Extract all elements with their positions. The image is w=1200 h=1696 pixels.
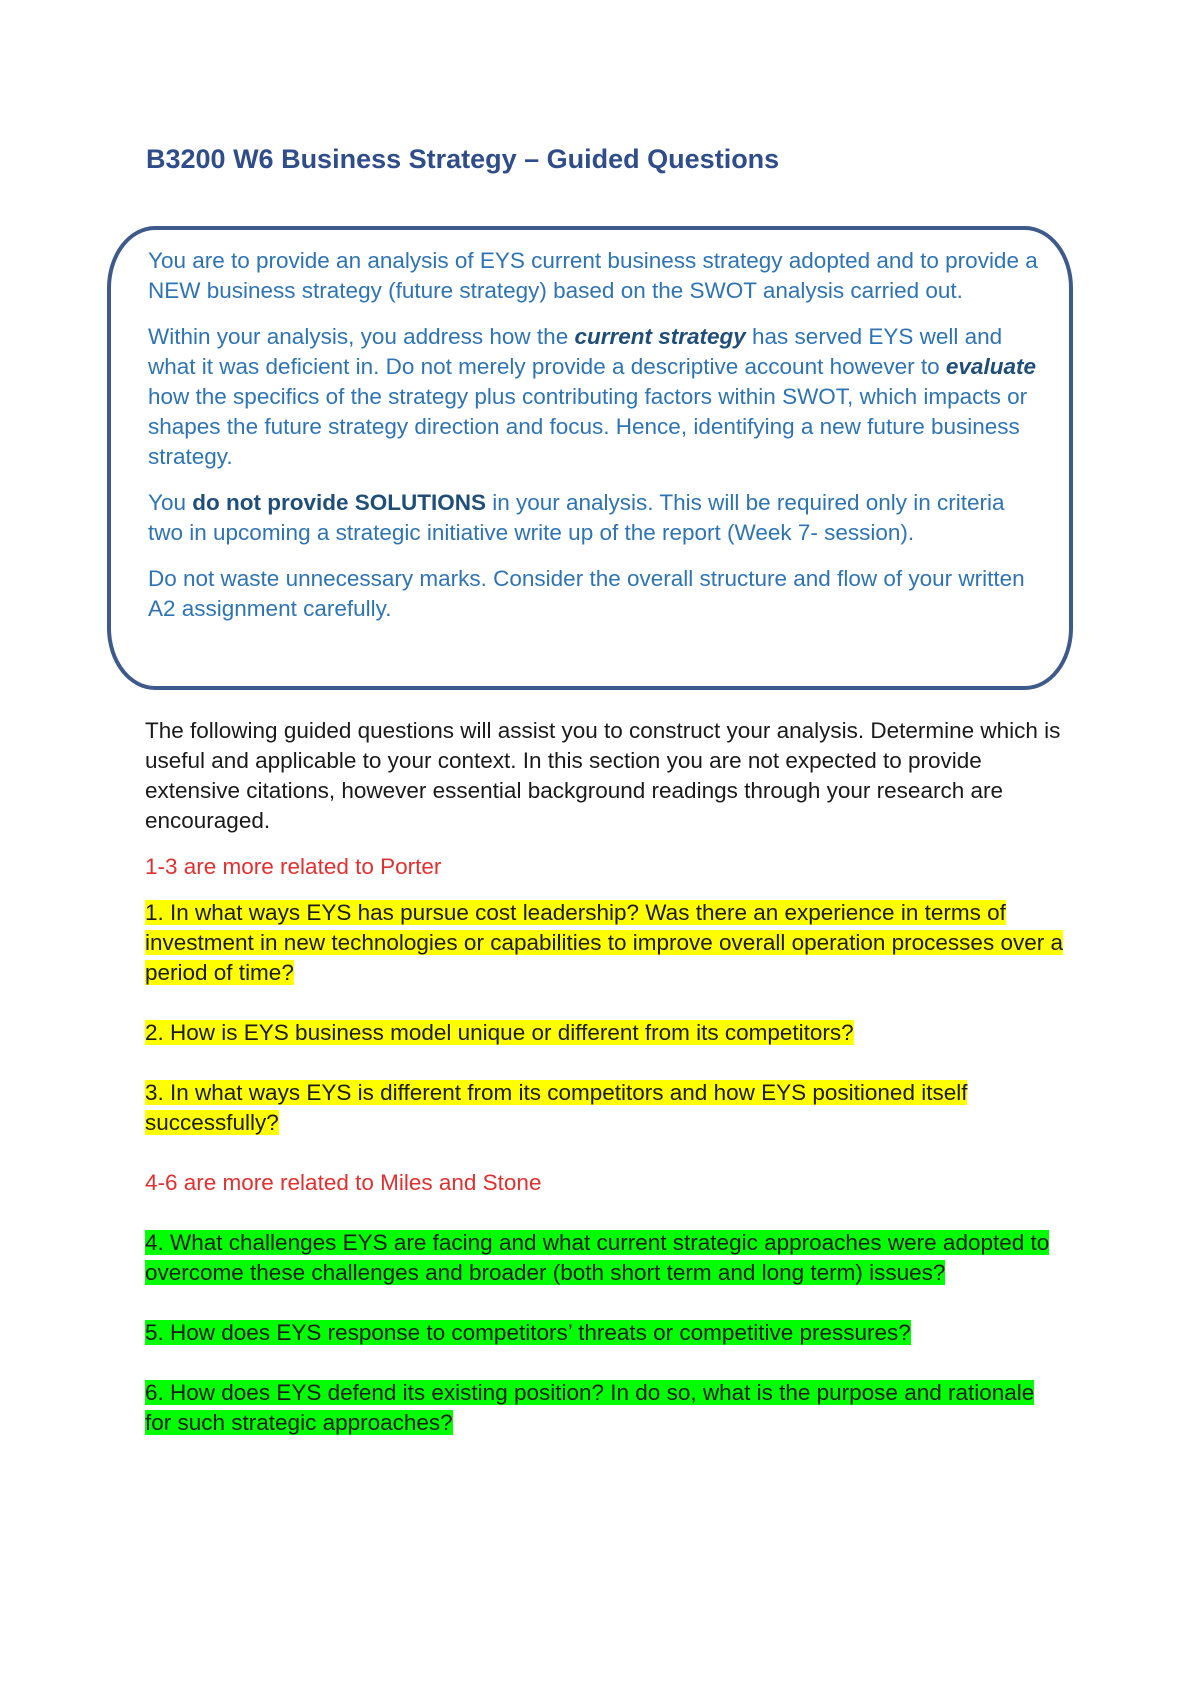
intro-paragraph: The following guided questions will assist you to construct your analysis. Determine which is useful and applicable to your context. In this section you are not expected to provide extensive citations, however essential background readings through your research are encouraged. (145, 718, 1061, 833)
document-body (145, 716, 1065, 1438)
question-item (145, 1018, 1065, 1048)
callout-paragraph-1: You are to provide an analysis of EYS current business strategy adopted and to provide a NEW business strategy (future strategy) based on the SWOT analysis carried out. (148, 248, 1038, 303)
question-item (145, 1078, 1065, 1138)
callout-paragraph-3 (148, 488, 1041, 548)
question-text: 5. How does EYS response to competitors’ threats or competitive pressures? (145, 1320, 911, 1345)
question-text: 1. In what ways EYS has pursue cost leadership? Was there an experience in terms of investment in new technologies or capabilities to improve overall operation processes over a period of time? (145, 900, 1063, 985)
callout-emphasis-evaluate: evaluate (945, 354, 1036, 379)
instructions-callout (107, 226, 1073, 690)
callout-emphasis-no-solutions: do not provide SOLUTIONS (192, 490, 486, 515)
callout-paragraph-4: Do not waste unnecessary marks. Consider the overall structure and flow of your written A2 assignment carefully. (148, 566, 1025, 621)
question-item (145, 1318, 1065, 1348)
callout-emphasis-current-strategy: current strategy (574, 324, 746, 349)
question-text: 6. How does EYS defend its existing position? In do so, what is the purpose and rationale for such strategic approaches? (145, 1380, 1035, 1435)
section-label-porter: 1-3 are more related to Porter (145, 854, 442, 879)
question-item (145, 1378, 1065, 1438)
section-label-miles-stone: 4-6 are more related to Miles and Stone (145, 1170, 542, 1195)
page-title: B3200 W6 Business Strategy – Guided Questions (146, 144, 780, 174)
callout-text: in your analysis. This will be required only in criteria two in upcoming a strategic initiative write up of the report (Week 7- session). (148, 490, 1005, 545)
question-item (145, 1228, 1065, 1288)
callout-text: how the specifics of the strategy plus contributing factors within SWOT, which impacts or shapes the future strategy direction and focus. Hence, identifying a new future business strategy. (148, 384, 1028, 469)
callout-text: Within your analysis, you address how the (148, 324, 575, 349)
callout-text: You (148, 490, 193, 515)
question-text: 3. In what ways EYS is different from its competitors and how EYS positioned itself successfully? (145, 1080, 968, 1135)
question-item (145, 898, 1065, 988)
question-text: 2. How is EYS business model unique or different from its competitors? (145, 1020, 854, 1045)
callout-text: has served EYS well and what it was deficient in. Do not merely provide a descriptive account however to (148, 324, 1003, 379)
callout-paragraph-2 (148, 322, 1041, 472)
question-text: 4. What challenges EYS are facing and what current strategic approaches were adopted to overcome these challenges and broader (both short term and long term) issues? (145, 1230, 1050, 1285)
